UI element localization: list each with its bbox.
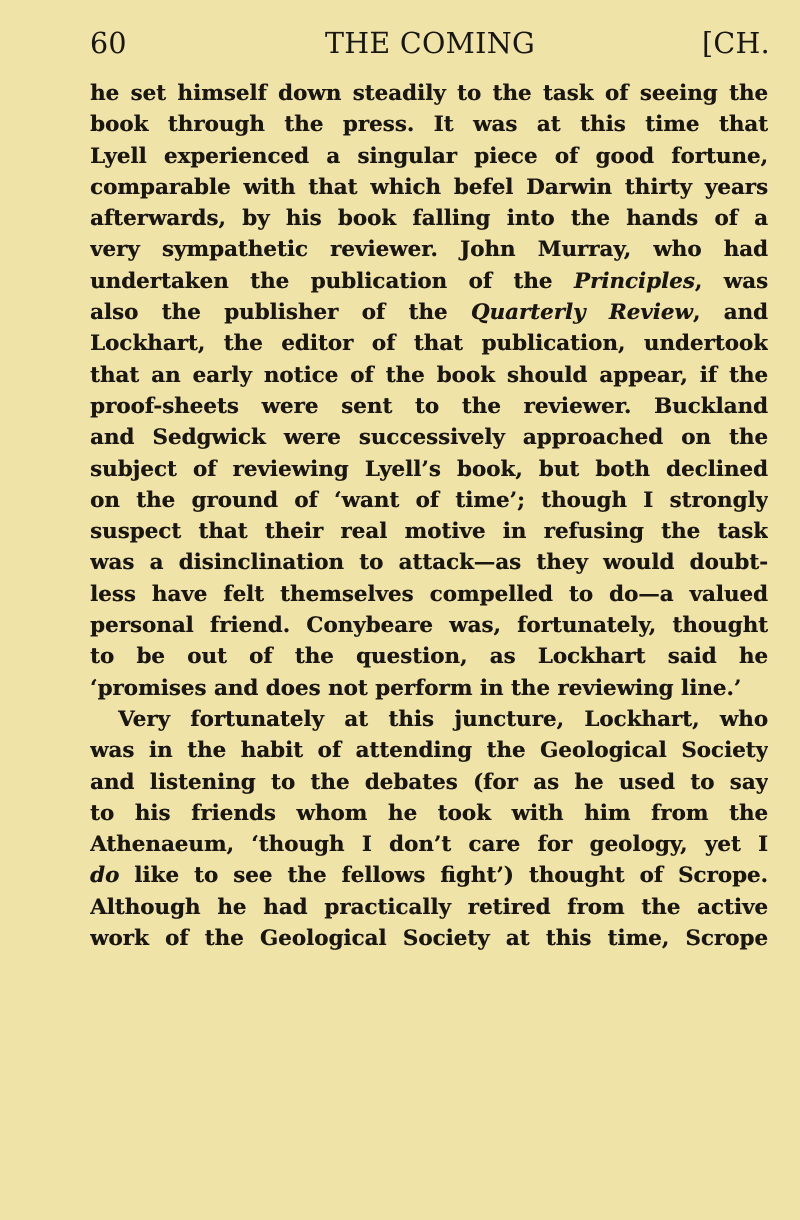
- text-line: [90, 391, 768, 422]
- text-line: [90, 234, 768, 265]
- text-run: was a disinclination to attack—as they would doubt-: [90, 550, 768, 576]
- text-run: and listening to the debates (for as he used to say: [90, 769, 768, 795]
- text-line: [90, 109, 768, 140]
- text-line: [90, 516, 768, 547]
- text-run: less have felt themselves compelled to do—a valued: [90, 581, 768, 607]
- text-line: [90, 673, 768, 704]
- text-run: personal friend. Conybeare was, fortunately, thought: [90, 613, 768, 639]
- italic-text: Quarterly Review: [470, 300, 693, 326]
- text-run: book through the press. It was at this time that: [90, 112, 768, 138]
- text-run: undertaken the publication of the: [90, 268, 574, 294]
- text-run: was in the habit of attending the Geological Society: [90, 738, 768, 764]
- text-line: [90, 547, 768, 578]
- text-line: [90, 704, 768, 735]
- text-line: [90, 579, 768, 610]
- text-run: work of the Geological Society at this time, Scrope: [90, 926, 768, 952]
- text-run: Very fortunately at this juncture, Lockhart, who: [118, 706, 768, 732]
- text-run: to his friends whom he took with him from the: [90, 800, 768, 826]
- text-run: comparable with that which befel Darwin thirty years: [90, 174, 768, 200]
- text-run: to be out of the question, as Lockhart said he: [90, 644, 768, 670]
- text-run: Although he had practically retired from the active: [90, 894, 768, 920]
- text-run: Athenaeum, ‘though I don’t care for geology, yet I: [90, 832, 768, 858]
- text-line: [90, 798, 768, 829]
- text-line: [90, 141, 768, 172]
- text-line: [90, 641, 768, 672]
- text-line: [90, 829, 768, 860]
- text-run: on the ground of ‘want of time’; though I strongly: [90, 487, 768, 513]
- running-title: THE COMING: [324, 27, 536, 60]
- text-run: also the publisher of the: [90, 300, 471, 326]
- text-run: Lyell experienced a singular piece of good fortune,: [90, 143, 768, 169]
- text-run: that an early notice of the book should appear, if the: [90, 362, 768, 388]
- text-line: [90, 360, 768, 391]
- chapter-reference: [CH.: [701, 27, 770, 60]
- text-line: [90, 422, 768, 453]
- text-run: and Sedgwick were successively approached on the: [90, 425, 768, 451]
- text-line: [90, 923, 768, 954]
- text-line: [90, 266, 768, 297]
- text-run: subject of reviewing Lyell’s book, but both declined: [90, 456, 768, 482]
- text-run: Lockhart, the editor of that publication, undertook: [90, 331, 768, 357]
- text-line: [90, 203, 768, 234]
- text-line: [90, 610, 768, 641]
- text-line: [90, 860, 768, 891]
- body-text: [90, 78, 768, 954]
- text-line: [90, 767, 768, 798]
- running-head: [90, 22, 770, 66]
- text-line: [90, 485, 768, 516]
- text-run: suspect that their real motive in refusing the task: [90, 519, 768, 545]
- text-run: like to see the fellows fight’) thought of Scrope.: [119, 863, 768, 889]
- text-run: ‘promises and does not perform in the reviewing line.’: [90, 675, 742, 701]
- text-line: [90, 892, 768, 923]
- text-run: he set himself down steadily to the task of seeing the: [90, 81, 768, 106]
- text-line: [90, 735, 768, 766]
- page-number: 60: [90, 27, 127, 60]
- text-run: proof-sheets were sent to the reviewer. Buckland: [90, 393, 768, 419]
- text-run: very sympathetic reviewer. John Murray, who had: [90, 237, 768, 263]
- text-line: [90, 297, 768, 328]
- text-run: afterwards, by his book falling into the hands of a: [90, 206, 768, 232]
- text-line: [90, 454, 768, 485]
- italic-text: Principles: [573, 268, 695, 294]
- italic-text: do: [90, 863, 120, 889]
- text-run: , and: [692, 300, 768, 326]
- text-run: , was: [694, 268, 768, 294]
- text-line: [90, 172, 768, 203]
- text-line: [90, 78, 768, 109]
- text-line: [90, 328, 768, 359]
